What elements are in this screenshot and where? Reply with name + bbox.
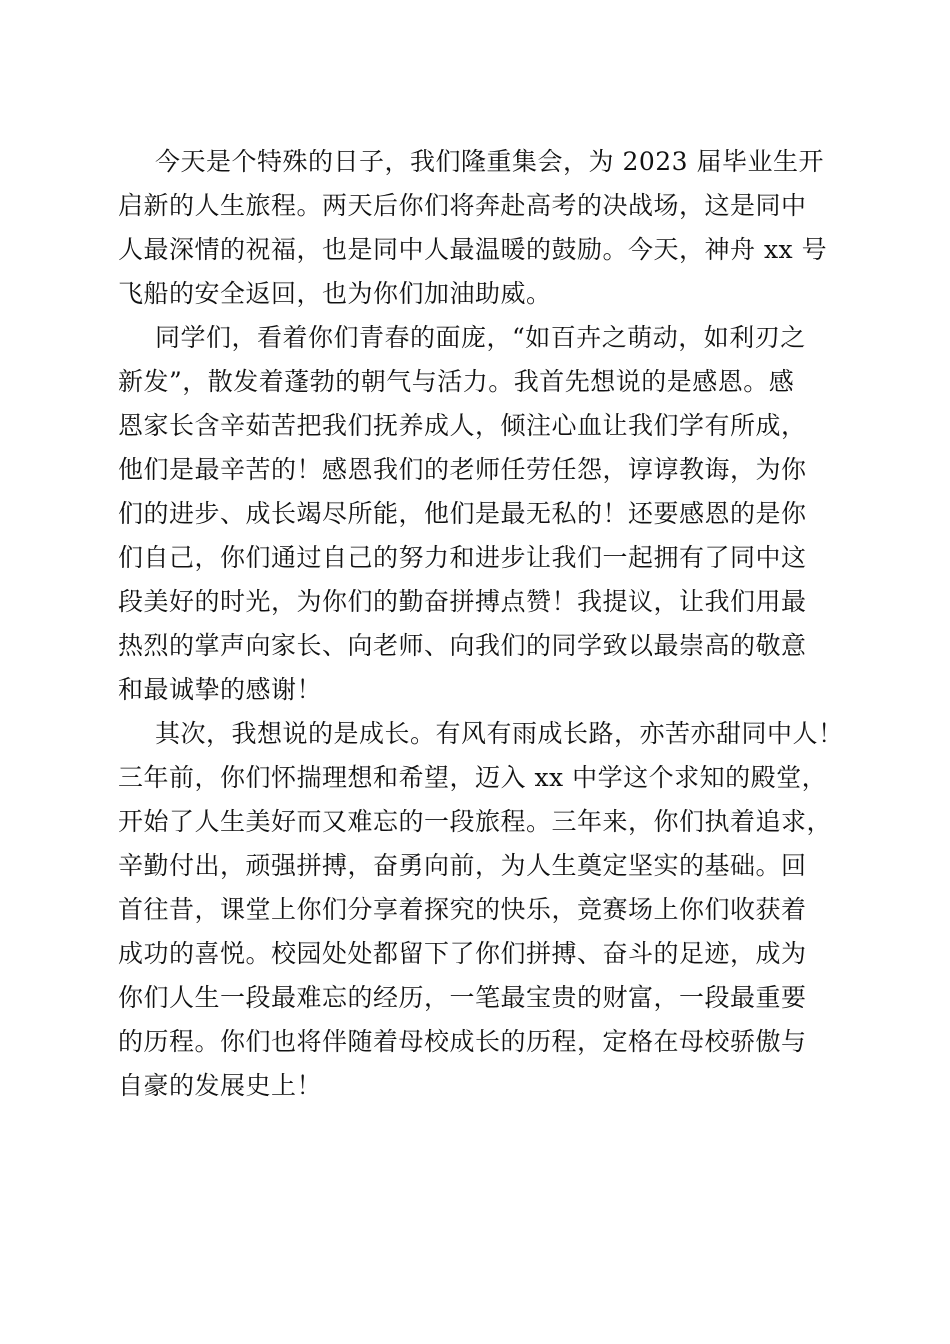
paragraph-2-line-3: 恩家长含辛茹苦把我们抚养成人，倾注心血让我们学有所成， xyxy=(118,411,807,440)
paragraph-3-line-7: 你们人生一段最难忘的经历，一笔最宝贵的财富，一段最重要 xyxy=(118,983,807,1012)
paragraph-2-line-8: 热烈的掌声向家长、向老师、向我们的同学致以最崇高的敬意 xyxy=(118,631,807,660)
paragraph-1-line-2: 启新的人生旅程。两天后你们将奔赴高考的决战场，这是同中 xyxy=(118,191,807,220)
paragraph-2-line-7: 段美好的时光，为你们的勤奋拼搏点赞！我提议，让我们用最 xyxy=(118,587,807,616)
paragraph-2-line-6: 们自己，你们通过自己的努力和进步让我们一起拥有了同中这 xyxy=(118,543,807,572)
paragraph-3-line-1: 其次，我想说的是成长。有风有雨成长路，亦苦亦甜同中人！ xyxy=(155,719,844,748)
paragraph-3-line-2: 三年前，你们怀揣理想和希望，迈入 xx 中学这个求知的殿堂， xyxy=(118,763,828,792)
paragraph-2-line-5: 们的进步、成长竭尽所能，他们是最无私的！还要感恩的是你 xyxy=(118,499,807,528)
paragraph-2-line-1: 同学们，看着你们青春的面庞，“如百卉之萌动，如利刃之 xyxy=(155,323,806,352)
paragraph-3-line-5: 首往昔，课堂上你们分享着探究的快乐，竞赛场上你们收获着 xyxy=(118,895,807,924)
paragraph-2-line-9: 和最诚挚的感谢！ xyxy=(118,675,323,704)
paragraph-3-line-8: 的历程。你们也将伴随着母校成长的历程，定格在母校骄傲与 xyxy=(118,1027,807,1056)
paragraph-2-line-4: 他们是最辛苦的！感恩我们的老师任劳任怨，谆谆教诲，为你 xyxy=(118,455,807,484)
paragraph-3-line-4: 辛勤付出，顽强拼搏，奋勇向前，为人生奠定坚实的基础。回 xyxy=(118,851,807,880)
paragraph-1-line-3: 人最深情的祝福，也是同中人最温暖的鼓励。今天，神舟 xx 号 xyxy=(118,235,828,264)
paragraph-3-line-6: 成功的喜悦。校园处处都留下了你们拼搏、奋斗的足迹，成为 xyxy=(118,939,807,968)
paragraph-3-line-3: 开始了人生美好而又难忘的一段旅程。三年来，你们执着追求， xyxy=(118,807,833,836)
paragraph-1-line-1: 今天是个特殊的日子，我们隆重集会，为 2023 届毕业生开 xyxy=(155,147,825,176)
paragraph-2-line-2: 新发”，散发着蓬勃的朝气与活力。我首先想说的是感恩。感 xyxy=(118,367,795,396)
paragraph-3-line-9: 自豪的发展史上！ xyxy=(118,1071,323,1100)
paragraph-1-line-4: 飞船的安全返回，也为你们加油助威。 xyxy=(118,279,552,308)
